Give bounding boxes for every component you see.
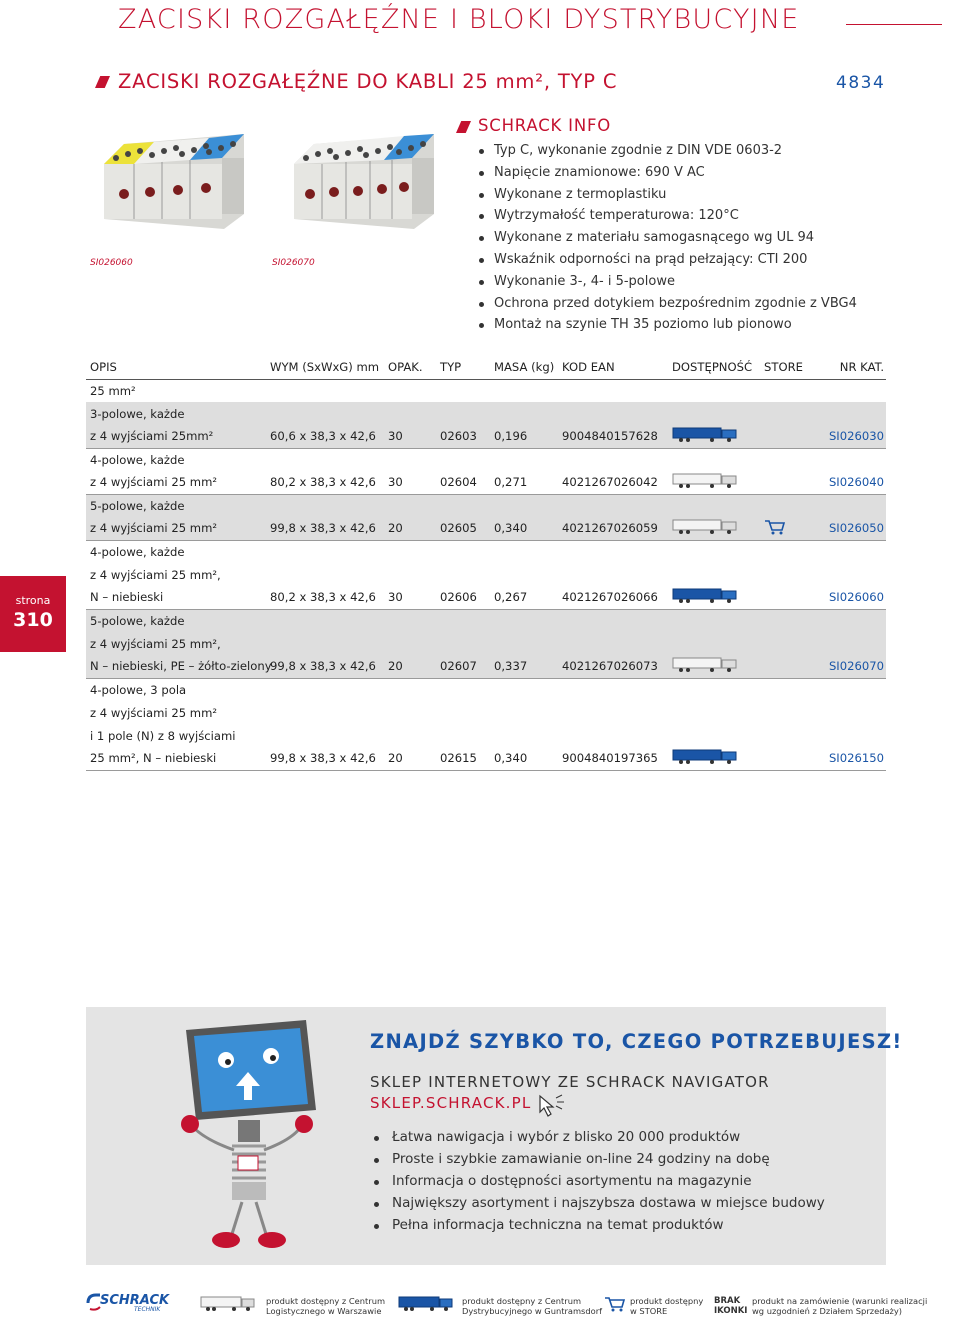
table-row <box>86 563 886 586</box>
promo-headline: ZNAJDŹ SZYBKO TO, CZEGO POTRZEBUJESZ! <box>370 1030 903 1053</box>
logo-text: SCHRACK <box>100 1293 170 1308</box>
image-caption-2: SI026070 <box>272 258 315 268</box>
cell-empty <box>266 402 886 425</box>
catalog-number[interactable]: SI026030 <box>816 425 886 448</box>
info-marker-icon <box>456 121 471 133</box>
cell-description: z 4 wyjściami 25 mm² <box>86 517 266 540</box>
logo-subtext: TECHNIK <box>134 1306 161 1313</box>
promo-item: Łatwa nawigacja i wybór z blisko 20 000 produktów <box>374 1127 825 1149</box>
catalog-number[interactable]: SI026070 <box>816 655 886 678</box>
table-row <box>86 517 886 540</box>
terminal-block-image-2 <box>284 124 444 234</box>
cell-description: 4-polowe, każde <box>90 544 185 559</box>
truck-white-icon <box>668 517 760 540</box>
cell-dimensions: 99,8 x 38,3 x 42,6 <box>266 517 384 540</box>
legend-line: w STORE <box>630 1306 668 1316</box>
info-item: Wykonane z materiału samogasnącego wg UL 94 <box>478 227 857 249</box>
legend-line: wg uzgodnień z Działem Sprzedaży) <box>752 1306 903 1316</box>
legend-line: produkt dostępny z Centrum <box>462 1296 582 1306</box>
promo-item: Informacja o dostępności asortymentu na magazynie <box>374 1171 825 1193</box>
cell-description: i 1 pole (N) z 8 wyjściami <box>90 728 236 743</box>
column-header: OPAK. <box>384 356 436 379</box>
info-item: Typ C, wykonanie zgodnie z DIN VDE 0603-2 <box>478 140 857 162</box>
cell-mass: 0,337 <box>490 655 558 678</box>
table-row <box>86 448 886 471</box>
column-header: KOD EAN <box>558 356 668 379</box>
truck-blue-icon <box>668 425 760 448</box>
promo-subtitle: SKLEP INTERNETOWY ZE SCHRACK NAVIGATOR <box>370 1073 770 1091</box>
column-header: WYM (SxWxG) mm <box>266 356 384 379</box>
cell-ean: 9004840157628 <box>558 425 668 448</box>
cell-description: N – niebieski, PE – żółto-zielony <box>86 655 266 678</box>
table-row <box>86 747 886 770</box>
table-row <box>86 540 886 563</box>
table-row <box>86 724 886 747</box>
cell-pack: 20 <box>384 655 436 678</box>
table-row <box>86 609 886 632</box>
cell-pack: 30 <box>384 471 436 494</box>
cell-empty <box>266 448 886 471</box>
legend-line: produkt dostępny <box>630 1296 704 1306</box>
table-row <box>86 701 886 724</box>
promo-item: Proste i szybkie zamawianie on-line 24 godziny na dobę <box>374 1149 825 1171</box>
column-header: DOSTĘPNOŚĆ <box>668 356 760 379</box>
cell-dimensions: 99,8 x 38,3 x 42,6 <box>266 655 384 678</box>
cell-empty <box>266 540 886 563</box>
info-item: Wykonane z termoplastiku <box>478 184 857 206</box>
store-cart-icon <box>760 517 816 540</box>
terminal-block-image-1 <box>94 124 254 234</box>
schrack-logo <box>86 1293 178 1313</box>
product-table <box>86 356 886 771</box>
cell-dimensions: 80,2 x 38,3 x 42,6 <box>266 586 384 609</box>
cell-ean: 4021267026066 <box>558 586 668 609</box>
cursor-hand-icon <box>536 1094 570 1118</box>
table-header-row <box>86 356 886 379</box>
legend-line: Dystrybucyjnego w Guntramsdorf <box>462 1306 603 1316</box>
page-label: strona <box>15 594 51 607</box>
cell-store <box>760 747 816 770</box>
legend-line: IKONKI <box>714 1306 748 1316</box>
info-item: Ochrona przed dotykiem bezpośrednim zgodnie z VBG4 <box>478 293 857 315</box>
column-header: MASA (kg) <box>490 356 558 379</box>
cell-type: 02607 <box>436 655 490 678</box>
table-row <box>86 471 886 494</box>
cell-pack: 30 <box>384 425 436 448</box>
info-title: SCHRACK INFO <box>478 116 612 135</box>
cell-pack: 20 <box>384 747 436 770</box>
cell-description: 5-polowe, każde <box>86 609 266 632</box>
cell-description: 3-polowe, każde <box>86 402 266 425</box>
section-marker-icon <box>95 76 110 88</box>
table-row <box>86 632 886 655</box>
title-rule <box>846 24 942 25</box>
legend-text-2 <box>462 1296 602 1316</box>
table-row <box>86 402 886 425</box>
cell-dimensions: 80,2 x 38,3 x 42,6 <box>266 471 384 494</box>
cell-mass: 0,196 <box>490 425 558 448</box>
cell-type: 02615 <box>436 747 490 770</box>
catalog-number[interactable]: SI026060 <box>816 586 886 609</box>
legend-text-1 <box>266 1296 385 1316</box>
truck-white-icon <box>668 655 760 678</box>
truck-white-legend-icon <box>200 1296 258 1312</box>
subheading: 25 mm² <box>90 383 136 398</box>
cell-type: 02606 <box>436 586 490 609</box>
cell-type: 02604 <box>436 471 490 494</box>
legend-line: produkt dostępny z Centrum <box>266 1296 386 1306</box>
info-item: Montaż na szynie TH 35 poziomo lub pionowo <box>478 314 857 336</box>
info-list <box>478 140 857 336</box>
image-caption-1: SI026060 <box>90 258 133 268</box>
page-title: ZACISKI ROZGAŁĘŹNE I BLOKI DYSTRYBUCYJNE <box>118 4 800 35</box>
cell-description: z 4 wyjściami 25 mm² <box>86 471 266 494</box>
truck-blue-legend-icon <box>398 1296 456 1312</box>
cell-description: 25 mm², N – niebieski <box>86 747 266 770</box>
shop-link[interactable]: SKLEP.SCHRACK.PL <box>370 1094 532 1112</box>
cell-empty <box>266 701 886 724</box>
page-number: 310 <box>13 609 53 631</box>
cell-store <box>760 425 816 448</box>
truck-blue-icon <box>668 747 760 770</box>
promo-item: Największy asortyment i najszybsza dostawa w miejsce budowy <box>374 1193 825 1215</box>
cell-store <box>760 471 816 494</box>
section-title: ZACISKI ROZGAŁĘŹNE DO KABLI 25 mm², TYP C <box>118 70 618 93</box>
cell-mass: 0,271 <box>490 471 558 494</box>
cell-description: z 4 wyjściami 25mm² <box>86 425 266 448</box>
cell-empty <box>266 724 886 747</box>
cell-mass: 0,340 <box>490 747 558 770</box>
promo-item: Pełna informacja techniczna na temat produktów <box>374 1215 825 1237</box>
cell-description: z 4 wyjściami 25 mm², <box>86 632 266 655</box>
column-header: OPIS <box>86 356 266 379</box>
cell-dimensions: 99,8 x 38,3 x 42,6 <box>266 747 384 770</box>
info-item: Wskaźnik odporności na prąd pełzający: CTI 200 <box>478 249 857 271</box>
table-row <box>86 425 886 448</box>
truck-white-icon <box>668 471 760 494</box>
cell-empty <box>266 609 886 632</box>
cell-pack: 30 <box>384 586 436 609</box>
legend-text-4 <box>714 1296 747 1316</box>
table-row <box>86 586 886 609</box>
cell-type: 02605 <box>436 517 490 540</box>
legend-line: produkt na zamówienie (warunki realizacji <box>752 1296 928 1306</box>
legend-line: Logistycznego w Warszawie <box>266 1306 382 1316</box>
mascot-icon <box>176 1020 326 1255</box>
cell-empty <box>266 494 886 517</box>
info-item: Wytrzymałość temperaturowa: 120°C <box>478 205 857 227</box>
column-header: STORE <box>760 356 816 379</box>
cell-store <box>760 655 816 678</box>
section-number: 4834 <box>836 73 886 93</box>
info-item: Wykonanie 3-, 4- i 5-polowe <box>478 271 857 293</box>
legend-text-5 <box>752 1296 927 1316</box>
info-item: Napięcie znamionowe: 690 V AC <box>478 162 857 184</box>
cell-mass: 0,267 <box>490 586 558 609</box>
cell-ean: 4021267026042 <box>558 471 668 494</box>
catalog-number[interactable]: SI026150 <box>816 747 886 770</box>
truck-blue-icon <box>668 586 760 609</box>
promo-list <box>374 1127 825 1236</box>
table-row <box>86 678 886 701</box>
table-row <box>86 655 886 678</box>
column-header: NR KAT. <box>816 356 886 379</box>
cell-mass: 0,340 <box>490 517 558 540</box>
cell-empty <box>266 563 886 586</box>
cell-description: 5-polowe, każde <box>86 494 266 517</box>
cell-description: N – niebieski <box>86 586 266 609</box>
legend-line: BRAK <box>714 1296 741 1306</box>
cell-empty <box>266 632 886 655</box>
cell-ean: 4021267026059 <box>558 517 668 540</box>
store-cart-legend-icon <box>604 1296 626 1312</box>
table-row <box>86 494 886 517</box>
cell-pack: 20 <box>384 517 436 540</box>
cell-ean: 4021267026073 <box>558 655 668 678</box>
page-number-tab <box>0 576 66 652</box>
column-header: TYP <box>436 356 490 379</box>
catalog-number[interactable]: SI026050 <box>816 517 886 540</box>
cell-dimensions: 60,6 x 38,3 x 42,6 <box>266 425 384 448</box>
cell-description: 4-polowe, każde <box>90 452 185 467</box>
cell-description: z 4 wyjściami 25 mm², <box>90 567 221 582</box>
cell-ean: 9004840197365 <box>558 747 668 770</box>
catalog-number[interactable]: SI026040 <box>816 471 886 494</box>
cell-type: 02603 <box>436 425 490 448</box>
cell-description: 4-polowe, 3 pola <box>90 682 187 697</box>
legend-text-3 <box>630 1296 703 1316</box>
cell-store <box>760 586 816 609</box>
cell-description: z 4 wyjściami 25 mm² <box>90 705 218 720</box>
subheading-row <box>86 379 886 402</box>
cell-empty <box>266 678 886 701</box>
